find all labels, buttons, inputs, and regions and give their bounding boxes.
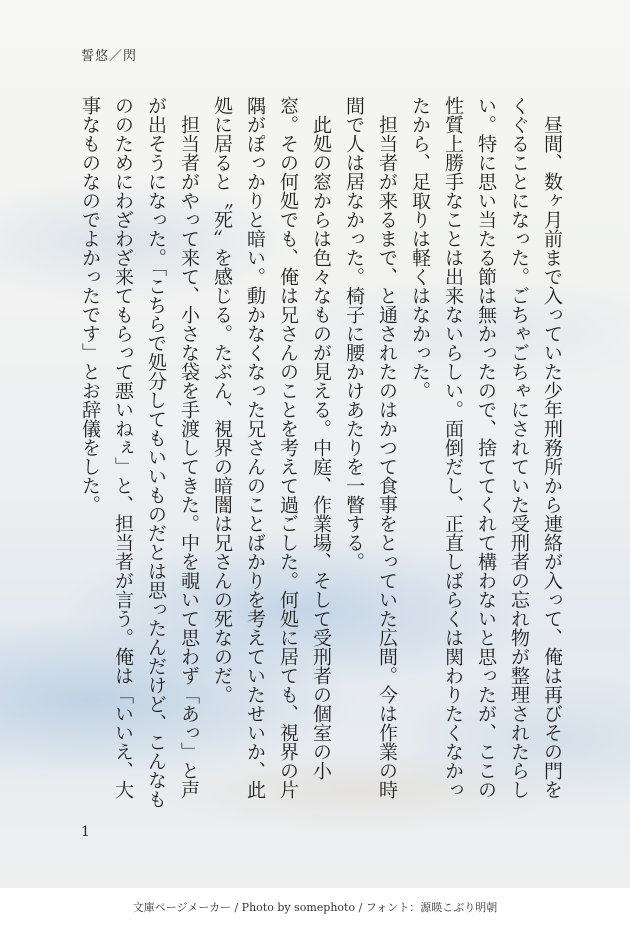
vertical-body-text — [68, 96, 568, 816]
paragraph: 此処の窓からは色々なものが見える。中庭、作業場、そして受刑者の個室の小窓。その何処でも、俺は兄さんのことを考えて過ごした。何処に居ても、視界の片隅がぽっかりと暗い。動かなくなった兄さんのことばかりを考えていたせいか、此処に居ると〝死〟を感じる。たぶん、視界の暗闇は兄さんの死なのだ。 — [211, 96, 332, 799]
footer-credit: 文庫ページメーカー / Photo by somephoto / フォント：源暎こぶり明朝 — [132, 901, 498, 914]
page-header-title: 誓悠／閃 — [81, 49, 138, 64]
paragraph: 担当者が来るまで、と通されたのはかつて食事をとっていた広間。今は作業の時間で人は居なかった。椅子に腰かけあたりを一瞥する。 — [343, 96, 398, 799]
paragraph: 昼間、数ヶ月前まで入っていた少年刑務所から連絡が入って、俺は再びその門をくぐることになった。ごちゃごちゃにされていた受刑者の忘れ物が整理されたらしい。特に思い当たる節は無かったので、捨ててくれて構わないと思ったが、ここの性質上勝手なことは出来ないらしい。面倒だし、正直しばらくは関わりたくなかったから、足取りは軽くはなかった。 — [409, 96, 563, 799]
page-number: 1 — [81, 824, 90, 840]
footer — [0, 888, 630, 928]
paragraph: 担当者がやって来て、小さな袋を手渡してきた。中を覗いて思わず「あっ」と声が出そうになった。「こちらで処分してもいいものだとは思ったんだけど、こんなもののためにわざわざ来てもらって悪いねぇ」と、担当者が言う。俺は「いいえ、大事なものなのでよかったです」とお辞儀をした。 — [79, 96, 200, 809]
